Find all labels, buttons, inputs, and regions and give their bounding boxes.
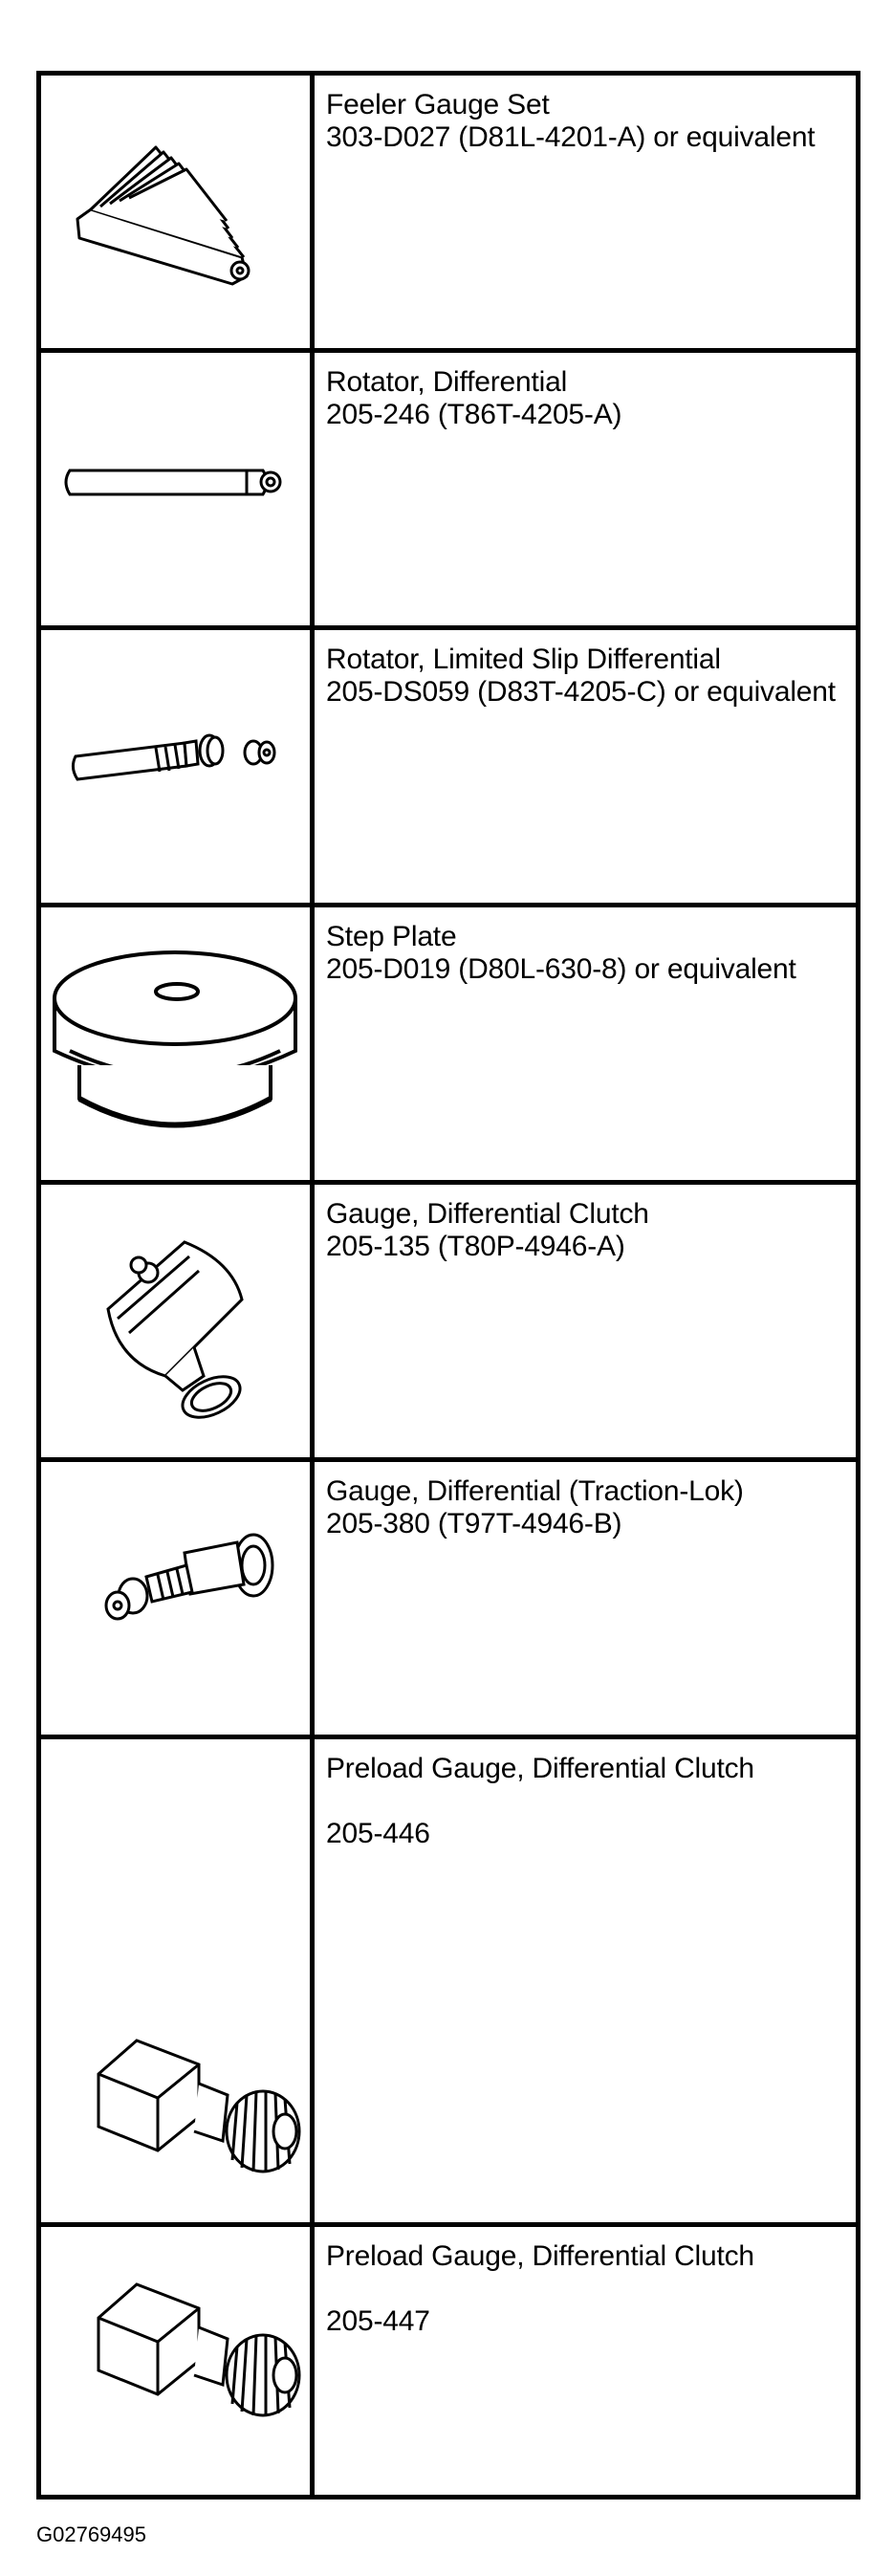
tool-description-cell — [313, 906, 859, 1183]
tool-name: Preload Gauge, Differential Clutch — [326, 1753, 754, 1784]
tool-image-cell — [39, 628, 313, 906]
tool-description-cell — [313, 74, 859, 351]
tool-name: Feeler Gauge Set — [326, 89, 550, 120]
tool-description-cell — [313, 2225, 859, 2498]
tool-row — [39, 74, 859, 351]
tool-row — [39, 1183, 859, 1460]
tool-part-number: 205-446 — [326, 1818, 430, 1849]
tool-part-number: 205-135 (T80P-4946-A) — [326, 1231, 625, 1262]
tool-name: Gauge, Differential (Traction-Lok) — [326, 1475, 744, 1507]
traction-lok-gauge-icon — [41, 1462, 310, 1735]
tool-name: Step Plate — [326, 921, 457, 952]
tool-row — [39, 1460, 859, 1737]
tool-name: Rotator, Differential — [326, 366, 568, 398]
tool-image-cell — [39, 1460, 313, 1737]
tool-part-number: 205-380 (T97T-4946-B) — [326, 1508, 622, 1539]
tool-image-cell — [39, 2225, 313, 2498]
tool-row — [39, 2225, 859, 2498]
tool-name: Preload Gauge, Differential Clutch — [326, 2240, 754, 2272]
tool-description-cell — [313, 351, 859, 628]
tool-part-number: 205-246 (T86T-4205-A) — [326, 399, 622, 430]
tool-image-cell — [39, 74, 313, 351]
preload-gauge-icon — [41, 2227, 310, 2495]
tool-image-cell — [39, 1183, 313, 1460]
tool-description-cell — [313, 1460, 859, 1737]
tool-part-number: 303-D027 (D81L-4201-A) or equivalent — [326, 121, 816, 153]
tool-row — [39, 906, 859, 1183]
tool-name: Rotator, Limited Slip Differential — [326, 644, 721, 675]
tool-row — [39, 628, 859, 906]
special-tools-table — [36, 71, 860, 2500]
tool-row — [39, 351, 859, 628]
step-plate-icon — [41, 907, 310, 1180]
tool-description-cell — [313, 628, 859, 906]
tool-part-number: 205-D019 (D80L-630-8) or equivalent — [326, 953, 796, 985]
tool-image-cell — [39, 1737, 313, 2225]
feeler-gauge-icon — [41, 76, 310, 348]
tool-image-cell — [39, 351, 313, 628]
tool-description-cell — [313, 1737, 859, 2225]
tool-image-cell — [39, 906, 313, 1183]
tool-part-number: 205-447 — [326, 2305, 430, 2337]
tool-row — [39, 1737, 859, 2225]
figure-code: G02769495 — [36, 2522, 146, 2546]
tool-name: Gauge, Differential Clutch — [326, 1198, 649, 1230]
rotator-shaft-icon — [41, 353, 310, 625]
preload-gauge-icon — [41, 1739, 310, 2222]
rotator-bolt-icon — [41, 630, 310, 903]
clutch-gauge-icon — [41, 1185, 310, 1457]
tool-part-number: 205-DS059 (D83T-4205-C) or equivalent — [326, 676, 836, 708]
tool-description-cell — [313, 1183, 859, 1460]
